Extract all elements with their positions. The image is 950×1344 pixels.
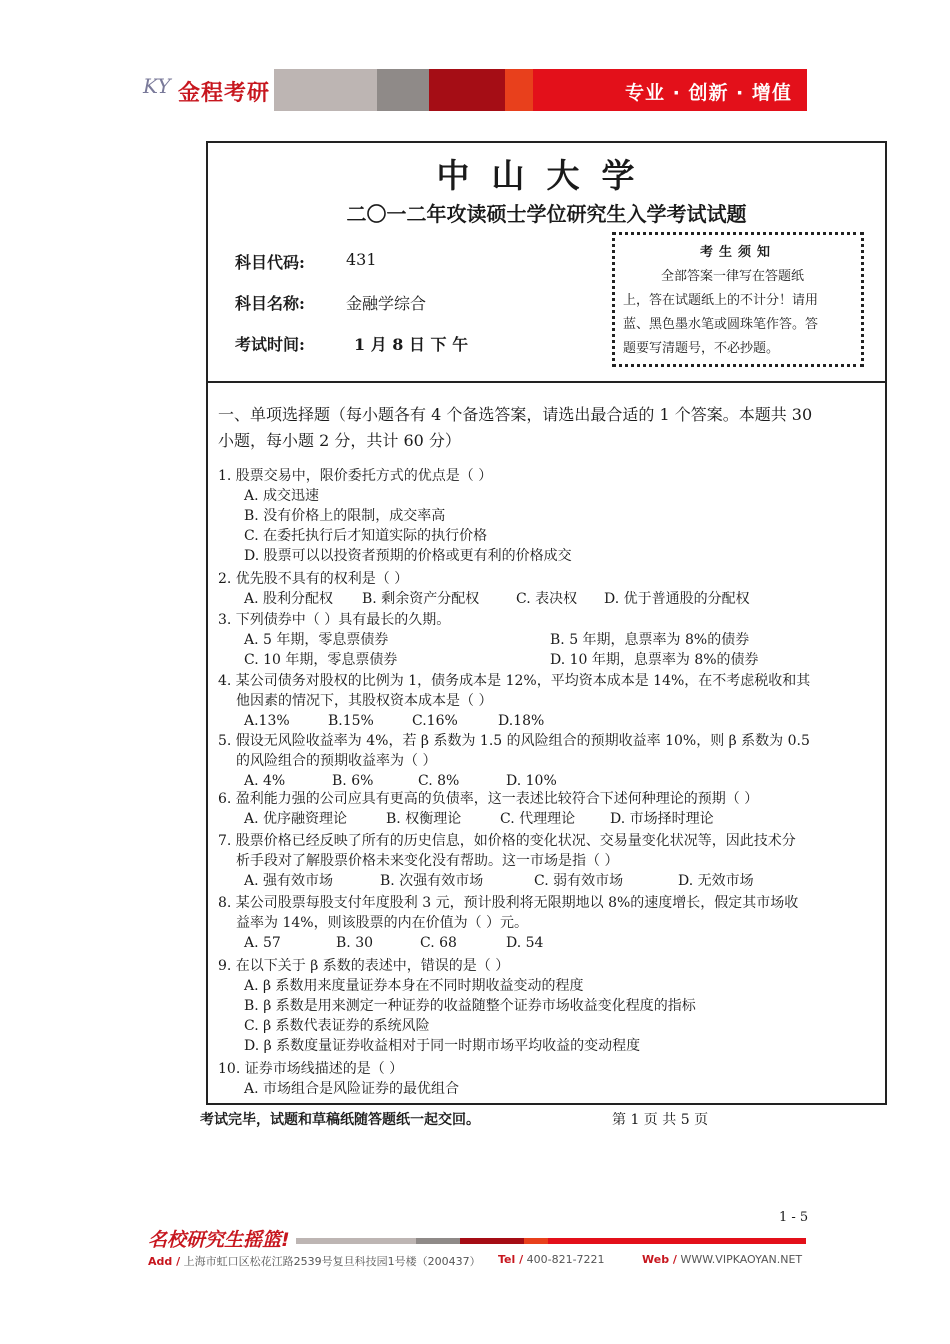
question-9 xyxy=(218,956,882,1056)
telephone-label: Tel / xyxy=(498,1253,524,1266)
question-1 xyxy=(218,466,882,566)
option-b: B. β 系数是用来测定一种证券的收益随整个证券市场收益变化程度的指标 xyxy=(244,998,696,1014)
question-8 xyxy=(218,893,882,953)
option-d: D. 优于普通股的分配权 xyxy=(604,591,750,607)
question-stem-continued: 的风险组合的预期收益率为（ ） xyxy=(236,753,437,769)
footer-bar-segment-2 xyxy=(416,1238,460,1244)
header-bar-segment-1 xyxy=(274,69,377,111)
question-stem: 10. 证券市场线描述的是（ ） xyxy=(218,1061,404,1077)
question-stem: 1. 股票交易中，限价委托方式的优点是（ ） xyxy=(218,468,493,484)
option-a: A. β 系数用来度量证券本身在不同时期收益变动的程度 xyxy=(244,978,584,994)
question-stem: 6. 盈利能力强的公司应具有更高的负债率，这一表述比较符合下述何种理论的预期（ ） xyxy=(218,791,759,807)
exam-time-label: 考试时间: xyxy=(235,335,305,354)
footer-telephone xyxy=(498,1253,605,1266)
option-c: C. 在委托执行后才知道实际的执行价格 xyxy=(244,528,488,544)
option-b: B. 6% xyxy=(332,773,374,789)
footer-bar-segment-4 xyxy=(524,1238,548,1244)
notice-title: 考生须知 xyxy=(699,245,776,260)
subject-name-label: 科目名称: xyxy=(235,294,305,313)
option-d: D. β 系数度量证券收益相对于同一时期市场平均收益的变动程度 xyxy=(244,1038,641,1054)
option-d: D. 无效市场 xyxy=(678,873,754,889)
notice-line: 全部答案一律写在答题纸 xyxy=(661,269,805,284)
brand-logo-mark: KY xyxy=(143,74,171,98)
footer-bar-segment-1 xyxy=(296,1238,416,1244)
question-10 xyxy=(218,1059,882,1099)
option-c: C. 10 年期，零息票债券 xyxy=(244,652,398,668)
option-a: A.13% xyxy=(244,713,290,729)
exam-time-value: 1 月 8 日 下 午 xyxy=(354,335,469,354)
option-d: D. 股票可以以投资者预期的价格或更有利的价格成交 xyxy=(244,548,572,564)
university-name: 中山大学 xyxy=(436,156,657,195)
notice-line: 上，答在试题纸上的不计分！请用 xyxy=(623,293,819,308)
option-d: D. 10 年期，息票率为 8%的债券 xyxy=(550,652,759,668)
option-c: C. 68 xyxy=(420,935,457,951)
footer-bar-segment-5 xyxy=(548,1238,806,1244)
option-c: C. β 系数代表证券的系统风险 xyxy=(244,1018,430,1034)
question-stem: 5. 假设无风险收益率为 4%，若 β 系数为 1.5 的风险组合的预期收益率 10%，则 β 系数为 0.5 xyxy=(218,733,810,749)
option-b: B. 5 年期，息票率为 8%的债券 xyxy=(550,632,750,648)
option-b: B. 次强有效市场 xyxy=(380,873,484,889)
page-counter: 1 - 5 xyxy=(779,1210,809,1225)
header-bar-segment-4 xyxy=(505,69,533,111)
question-stem-continued: 他因素的情况下，其股权资本成本是（ ） xyxy=(236,693,493,709)
option-c: C. 表决权 xyxy=(516,591,578,607)
candidate-notice-box xyxy=(612,232,864,367)
exam-footer-note: 考试完毕，试题和草稿纸随答题纸一起交回。 xyxy=(200,1112,480,1128)
question-stem: 3. 下列债券中（ ）具有最长的久期。 xyxy=(218,612,451,628)
option-c: C.16% xyxy=(412,713,458,729)
question-7 xyxy=(218,831,882,891)
option-c: C. 代理理论 xyxy=(500,811,576,827)
notice-line: 题要写清题号，不必抄题。 xyxy=(623,341,780,356)
question-3 xyxy=(218,610,882,670)
section-heading-line: 小题，每小题 2 分，共计 60 分） xyxy=(218,431,461,450)
subject-name-value: 金融学综合 xyxy=(346,294,427,313)
website-value[interactable]: WWW.VIPKAOYAN.NET xyxy=(680,1253,803,1266)
option-a: A. 4% xyxy=(244,773,286,789)
question-6 xyxy=(218,789,882,829)
footer-address xyxy=(148,1253,481,1269)
option-b: B. 30 xyxy=(336,935,374,951)
option-d: D. 市场择时理论 xyxy=(610,811,714,827)
question-4 xyxy=(218,671,882,731)
option-b: B. 没有价格上的限制，成交率高 xyxy=(244,508,446,524)
subject-code-value: 431 xyxy=(346,250,377,269)
section-heading-line: 一、单项选择题（每小题各有 4 个备选答案，请选出最合适的 1 个答案。本题共 30 xyxy=(218,405,813,424)
question-stem: 8. 某公司股票每股支付年度股利 3 元，预计股利将无限期地以 8%的速度增长，假定其市场收 xyxy=(218,895,799,911)
website-label: Web / xyxy=(642,1253,677,1266)
address-label: Add / xyxy=(148,1255,181,1268)
footer-bar-segment-3 xyxy=(460,1238,524,1244)
option-a: A. 优序融资理论 xyxy=(244,811,348,827)
footer-website[interactable] xyxy=(642,1253,802,1266)
option-d: D. 54 xyxy=(506,935,544,951)
option-a: A. 5 年期，零息票债券 xyxy=(244,632,389,648)
option-d: D. 10% xyxy=(506,773,557,789)
question-stem-continued: 析手段对了解股票价格未来变化没有帮助。这一市场是指（ ） xyxy=(236,853,619,869)
option-a: A. 市场组合是风险证券的最优组合 xyxy=(244,1081,460,1097)
subject-code-label: 科目代码: xyxy=(235,253,305,272)
exam-header-divider xyxy=(206,381,887,383)
option-d: D.18% xyxy=(498,713,545,729)
question-stem: 7. 股票价格已经反映了所有的历史信息，如价格的变化状况、交易量变化状况等，因此技术分 xyxy=(218,833,796,849)
option-c: C. 8% xyxy=(418,773,460,789)
question-stem: 4. 某公司债务对股权的比例为 1，债务成本是 12%，平均资本成本是 14%，在不考虑税收和其 xyxy=(218,673,811,689)
telephone-value: 400-821-7221 xyxy=(526,1253,605,1266)
option-a: A. 强有效市场 xyxy=(244,873,334,889)
exam-title: 二〇一二年攻读硕士学位研究生入学考试试题 xyxy=(346,202,747,226)
option-a: A. 成交迅速 xyxy=(244,488,320,504)
exam-page-number: 第 1 页 共 5 页 xyxy=(612,1112,709,1128)
option-c: C. 弱有效市场 xyxy=(534,873,624,889)
question-stem: 2. 优先股不具有的权利是（ ） xyxy=(218,571,409,587)
question-2 xyxy=(218,569,882,609)
question-5 xyxy=(218,731,882,791)
section-heading xyxy=(218,402,882,454)
option-a: A. 57 xyxy=(244,935,281,951)
option-a: A. 股利分配权 xyxy=(244,591,334,607)
option-b: B.15% xyxy=(328,713,374,729)
address-value: 上海市虹口区松花江路2539号复旦科技园1号楼（200437） xyxy=(183,1255,481,1268)
option-b: B. 权衡理论 xyxy=(386,811,462,827)
notice-line: 蓝、黑色墨水笔或圆珠笔作答。答 xyxy=(623,317,819,332)
brand-logo-text: 金程考研 xyxy=(178,81,271,106)
header-bar-segment-2 xyxy=(377,69,429,111)
option-b: B. 剩余资产分配权 xyxy=(362,591,480,607)
question-stem-continued: 益率为 14%，则该股票的内在价值为（ ）元。 xyxy=(236,915,529,931)
question-stem: 9. 在以下关于 β 系数的表述中，错误的是（ ） xyxy=(218,958,510,974)
header-slogan: 专业 · 创新 · 增值 xyxy=(625,82,792,104)
footer-slogan: 名校研究生摇篮! xyxy=(148,1229,290,1251)
header-bar-segment-3 xyxy=(429,69,505,111)
